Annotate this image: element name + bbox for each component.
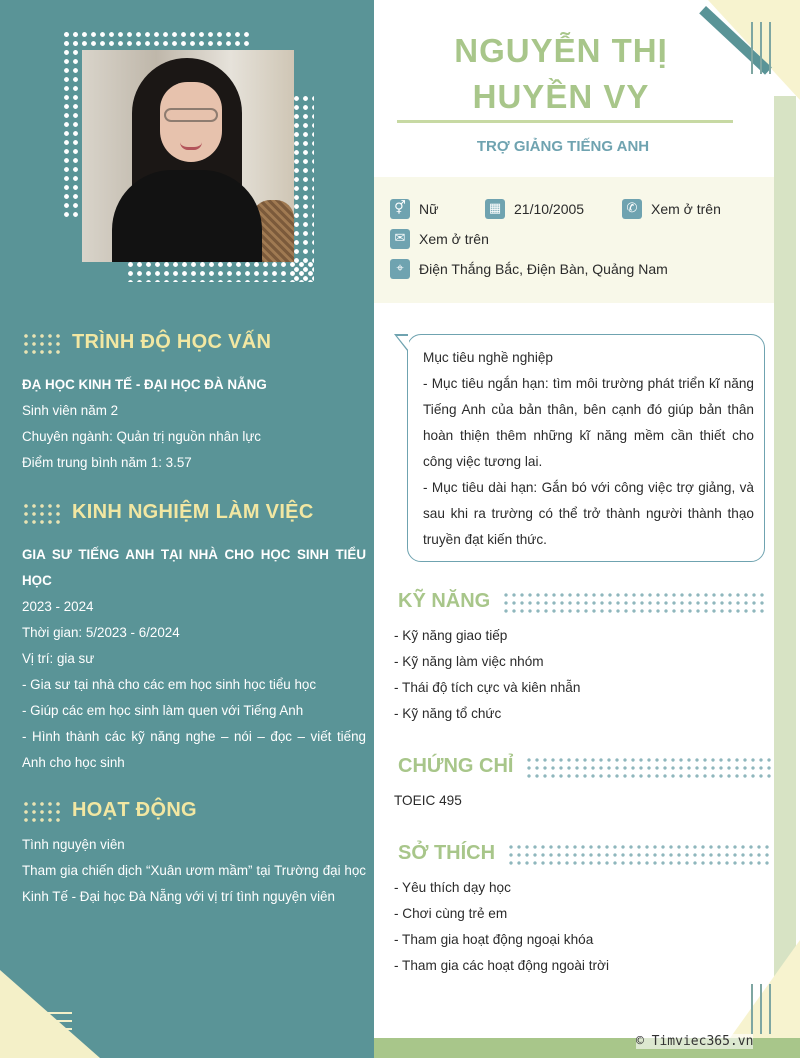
dots-decoration [22,800,62,822]
activities-content [22,832,366,910]
activities-title: HOẠT ĐỘNG [72,799,197,821]
candidate-name-line1: NGUYỄN THỊ [454,32,668,69]
phone-icon: ✆ [622,199,642,219]
career-objective-box [407,334,765,562]
location-icon: ⌖ [390,259,410,279]
dots-decoration [22,502,62,524]
contact-panel [374,177,774,303]
contact-address [390,259,668,279]
name-underline [397,120,733,123]
hobby-item: - Chơi cùng trẻ em [394,906,508,921]
gender-icon: ⚥ [390,199,410,219]
experience-role: GIA SƯ TIẾNG ANH TẠI NHÀ CHO HỌC SINH TIỂU HỌC [22,547,366,588]
photo-dot-pattern-left [62,30,84,220]
dots-decoration [502,591,766,613]
address-value: Điện Thắng Bắc, Điện Bàn, Quảng Nam [419,261,668,277]
certificate-item: TOEIC 495 [394,793,462,808]
dots-decoration [507,843,771,865]
education-school: ĐẠ HỌC KINH TẾ - ĐẠI HỌC ĐÀ NẴNG [22,377,267,392]
experience-line: 2023 - 2024 [22,599,94,614]
skills-title: KỸ NĂNG [398,590,491,612]
calendar-icon: ▦ [485,199,505,219]
hobby-item: - Yêu thích dạy học [394,880,511,895]
watermark: © Timviec365.vn [636,1034,754,1049]
vertical-lines-decoration [751,22,771,74]
skill-item: - Thái độ tích cực và kiên nhẫn [394,680,581,695]
photo-dot-pattern-top [62,30,250,52]
skill-item: - Kỹ năng giao tiếp [394,628,508,643]
skill-item: - Kỹ năng làm việc nhóm [394,654,544,669]
hobbies-list [394,875,769,979]
experience-line: Vị trí: gia sư [22,651,95,666]
education-line: Chuyên ngành: Quản trị nguồn nhân lực [22,429,262,444]
hobbies-title: SỞ THÍCH [398,842,496,864]
certificates-heading [398,755,773,778]
email-icon: ✉ [390,229,410,249]
hobby-item: - Tham gia hoạt động ngoại khóa [394,932,594,947]
contact-gender [390,199,438,219]
skill-item: - Kỹ năng tổ chức [394,706,502,721]
contact-birthday [485,199,584,219]
dots-decoration [22,332,62,354]
certificates-title: CHỨNG CHỈ [398,755,514,777]
education-title: TRÌNH ĐỘ HỌC VẤN [72,331,272,353]
candidate-name-line2: HUYỀN VY [472,78,650,115]
objective-title: Mục tiêu nghề nghiệp [423,350,553,365]
experience-line: - Giúp các em học sinh làm quen với Tiếng Anh [22,703,304,718]
contact-email [390,229,489,249]
certificates-list [394,788,769,814]
job-title: TRỢ GIẢNG TIẾNG ANH [476,138,650,155]
education-heading [22,331,271,354]
experience-heading [22,501,314,524]
experience-content [22,542,366,776]
activities-heading [22,799,197,822]
hobbies-heading [398,842,771,865]
contact-phone [622,199,721,219]
skills-heading [398,590,766,613]
hobby-item: - Tham gia các hoạt động ngoài trời [394,958,609,973]
vertical-lines-decoration [751,984,771,1034]
experience-line: Thời gian: 5/2023 - 6/2024 [22,625,180,640]
education-line: Sinh viên năm 2 [22,403,119,418]
photo-dot-pattern-bottom [126,260,314,282]
experience-line: - Hình thành các kỹ năng nghe – nói – đọc – viết tiếng Anh cho học sinh [22,729,366,770]
objective-long-term: - Mục tiêu dài hạn: Gắn bó với công việc trợ giảng, và sau khi ra trường có thể trở thành người thành thạo truyền đạt kiến thức. [423,480,754,547]
experience-line: - Gia sư tại nhà cho các em học sinh học tiểu học [22,677,317,692]
speech-notch-inner [397,336,409,351]
education-content [22,372,366,476]
birthday-value: 21/10/2005 [514,201,585,217]
activity-line: Tham gia chiến dịch “Xuân ươm mầm” tại Trường đại học Kinh Tế - Đại học Đà Nẵng với vị trí tình nguyện viên [22,863,366,904]
skills-list [394,623,769,727]
profile-photo [82,50,294,262]
line-decoration [22,1012,72,1044]
right-band-decoration [774,96,796,1038]
phone-value: Xem ở trên [651,201,721,217]
experience-title: KINH NGHIỆM LÀM VIỆC [72,501,314,523]
dots-decoration [525,756,773,778]
email-value: Xem ở trên [419,231,489,247]
activity-line: Tình nguyện viên [22,837,125,852]
gender-value: Nữ [419,201,439,217]
objective-short-term: - Mục tiêu ngắn hạn: tìm môi trường phát triển kĩ năng Tiếng Anh của bản thân, bên cạnh đó giúp bản thân hoàn thiện thêm những kĩ năng mềm cần thiết cho công việc tương lai. [423,376,754,469]
photo-dot-pattern-right [292,94,314,282]
education-line: Điểm trung bình năm 1: 3.57 [22,455,192,470]
sidebar [0,0,374,1058]
